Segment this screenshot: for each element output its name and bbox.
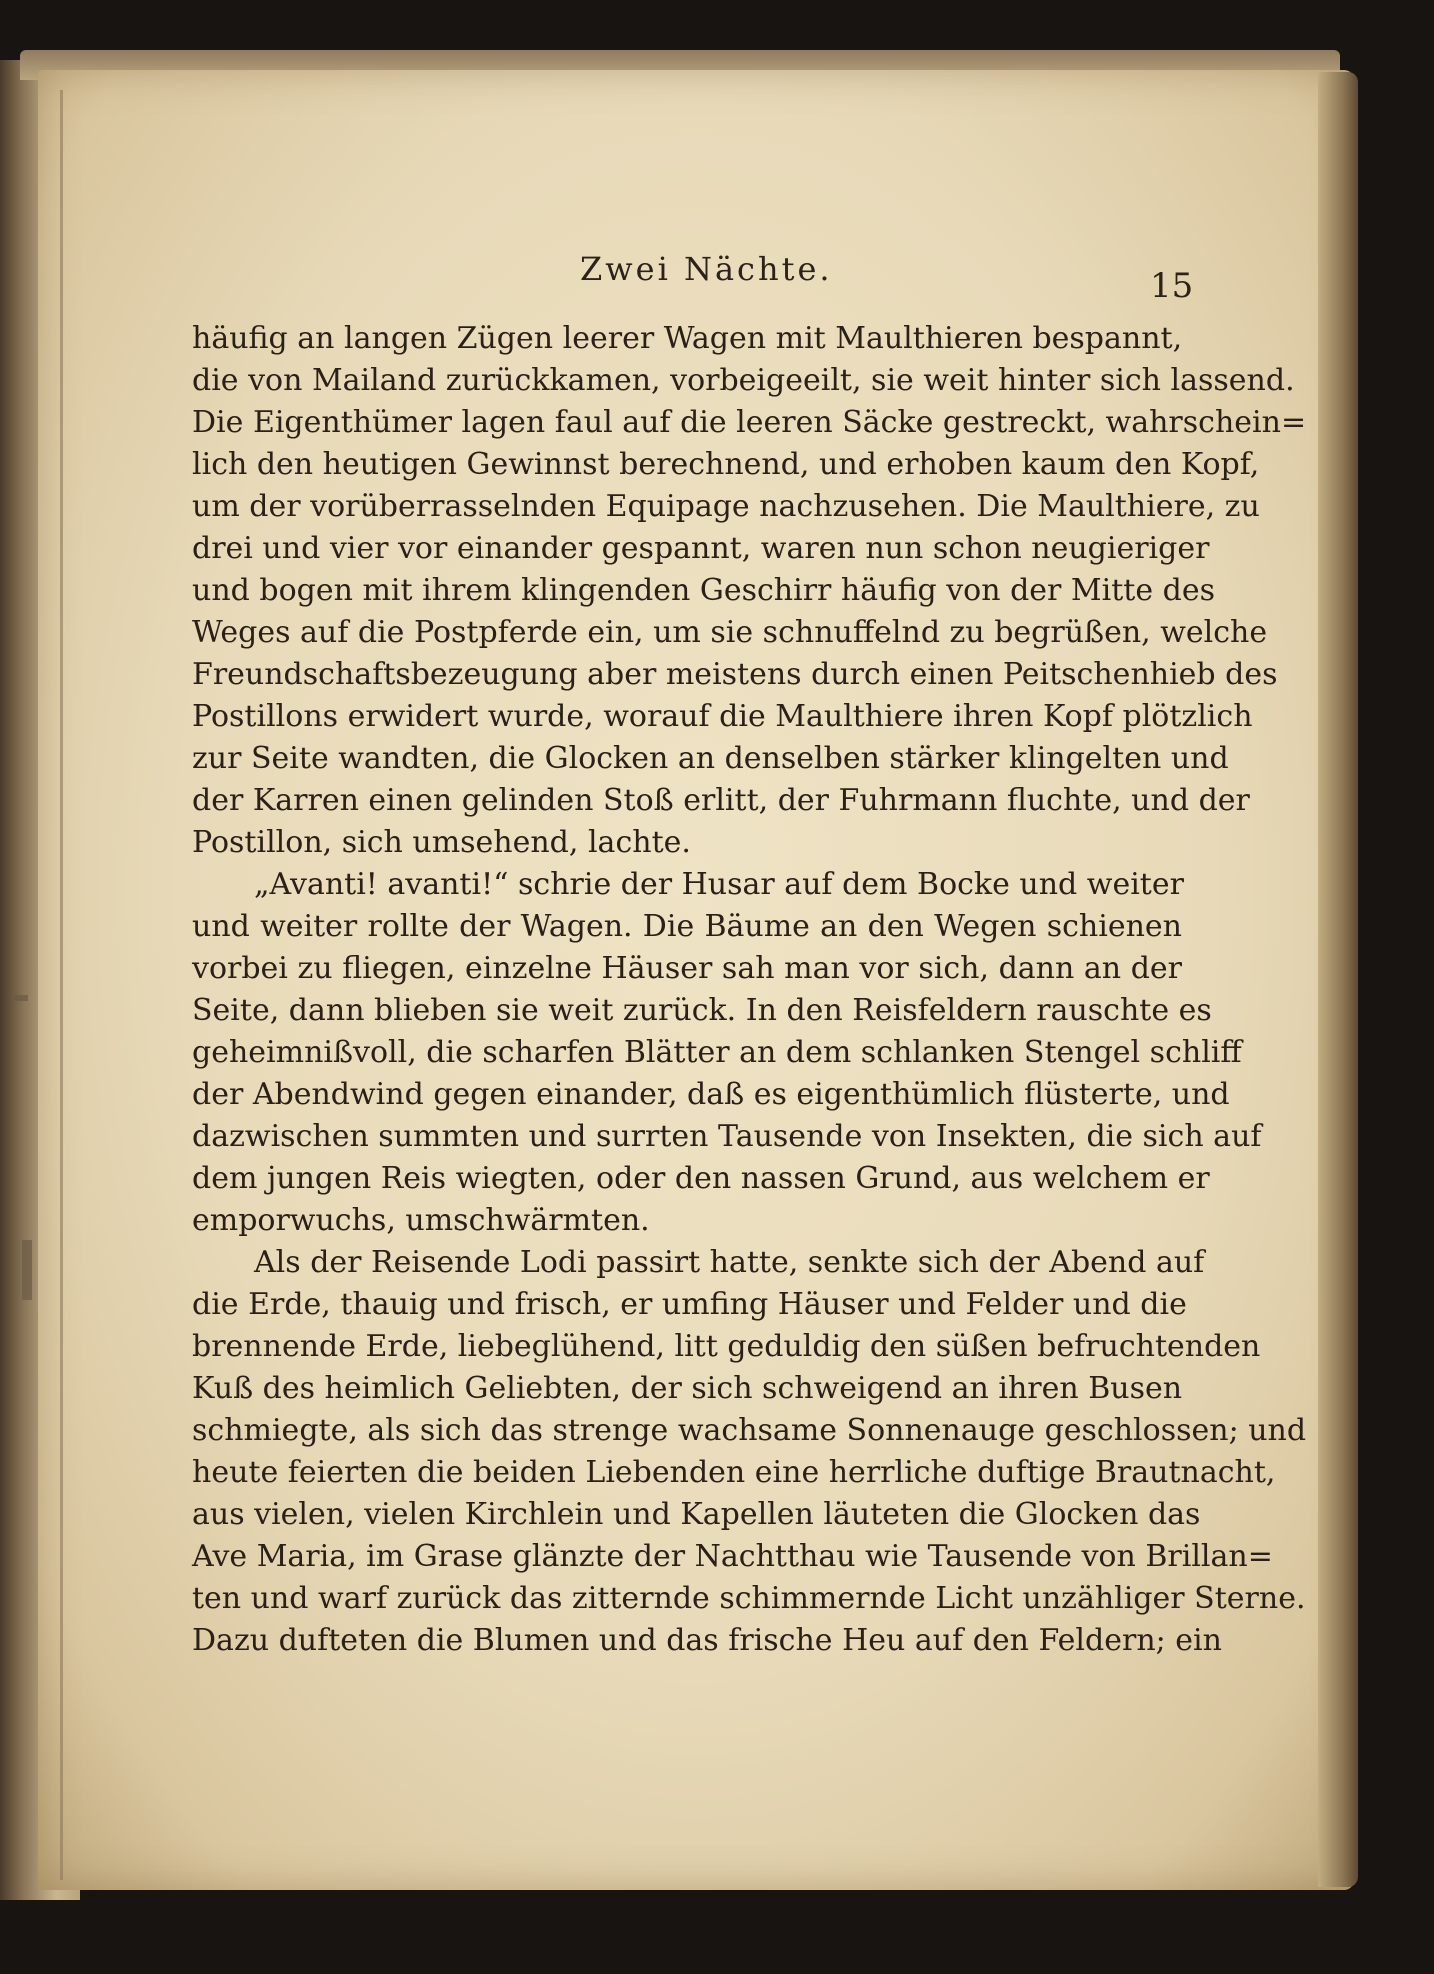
text-line: häufig an langen Zügen leerer Wagen mit Maulthieren bespannt, [192, 321, 1183, 356]
text-line: drei und vier vor einander gespannt, waren nun schon neugieriger [192, 531, 1210, 566]
text-line: Freundschaftsbezeugung aber meistens durch einen Peitschenhieb des [192, 657, 1278, 692]
text-line: „Avanti! avanti!“ schrie der Husar auf dem Bocke und weiter [254, 867, 1184, 902]
text-line: Postillons erwidert wurde, worauf die Maulthiere ihren Kopf plötzlich [192, 699, 1253, 734]
page-right-edge [1318, 72, 1358, 1887]
text-line: geheimnißvoll, die scharfen Blätter an dem schlanken Stengel schliff [192, 1035, 1242, 1070]
text-line: lich den heutigen Gewinnst berechnend, und erhoben kaum den Kopf, [192, 447, 1260, 482]
text-line: dem jungen Reis wiegten, oder den nassen Grund, aus welchem er [192, 1161, 1210, 1196]
text-line: um der vorüberrasselnden Equipage nachzusehen. Die Maulthiere, zu [192, 489, 1260, 524]
text-line: Postillon, sich umsehend, lachte. [192, 825, 691, 860]
text-line: Seite, dann blieben sie weit zurück. In den Reisfeldern rauschte es [192, 993, 1212, 1028]
text-line: der Karren einen gelinden Stoß erlitt, der Fuhrmann fluchte, und der [192, 783, 1250, 818]
text-line: und weiter rollte der Wagen. Die Bäume an den Wegen schienen [192, 909, 1182, 944]
page-number: 15 [1150, 266, 1194, 306]
text-line: aus vielen, vielen Kirchlein und Kapellen läuteten die Glocken das [192, 1497, 1201, 1532]
text-line: Dazu dufteten die Blumen und das frische Heu auf den Feldern; ein [192, 1623, 1222, 1658]
text-line: Ave Maria, im Grase glänzte der Nachtthau wie Tausende von Brillan= [192, 1539, 1273, 1574]
text-line: dazwischen summten und surrten Tausende von Insekten, die sich auf [192, 1119, 1262, 1154]
running-title: Zwei Nächte. [580, 250, 833, 288]
page-header [0, 250, 1434, 310]
text-line: der Abendwind gegen einander, daß es eigenthümlich flüsterte, und [192, 1077, 1230, 1112]
text-line: zur Seite wandten, die Glocken an denselben stärker klingelten und [192, 741, 1229, 776]
gutter-line [60, 90, 63, 1880]
text-line: die Erde, thauig und frisch, er umfing Häuser und Felder und die [192, 1287, 1187, 1322]
text-line: und bogen mit ihrem klingenden Geschirr häufig von der Mitte des [192, 573, 1215, 608]
text-line: heute feierten die beiden Liebenden eine herrliche duftige Brautnacht, [192, 1455, 1276, 1490]
ink-smudge [22, 1240, 32, 1300]
text-line: die von Mailand zurückkamen, vorbeigeeilt, sie weit hinter sich lassend. [192, 363, 1295, 398]
text-line: Als der Reisende Lodi passirt hatte, senkte sich der Abend auf [254, 1245, 1205, 1280]
text-line: Kuß des heimlich Geliebten, der sich schweigend an ihren Busen [192, 1371, 1183, 1406]
ink-smudge [14, 995, 28, 1001]
body-text [192, 318, 1307, 1662]
text-line: schmiegte, als sich das strenge wachsame Sonnenauge geschlossen; und [192, 1413, 1307, 1448]
text-line: Die Eigenthümer lagen faul auf die leeren Säcke gestreckt, wahrschein= [192, 405, 1307, 440]
text-line: brennende Erde, liebeglühend, litt geduldig den süßen befruchtenden [192, 1329, 1261, 1364]
text-line: emporwuchs, umschwärmten. [192, 1203, 650, 1238]
text-line: ten und warf zurück das zitternde schimmernde Licht unzähliger Sterne. [192, 1581, 1306, 1616]
text-line: Weges auf die Postpferde ein, um sie schnuffelnd zu begrüßen, welche [192, 615, 1268, 650]
text-line: vorbei zu fliegen, einzelne Häuser sah man vor sich, dann an der [192, 951, 1182, 986]
